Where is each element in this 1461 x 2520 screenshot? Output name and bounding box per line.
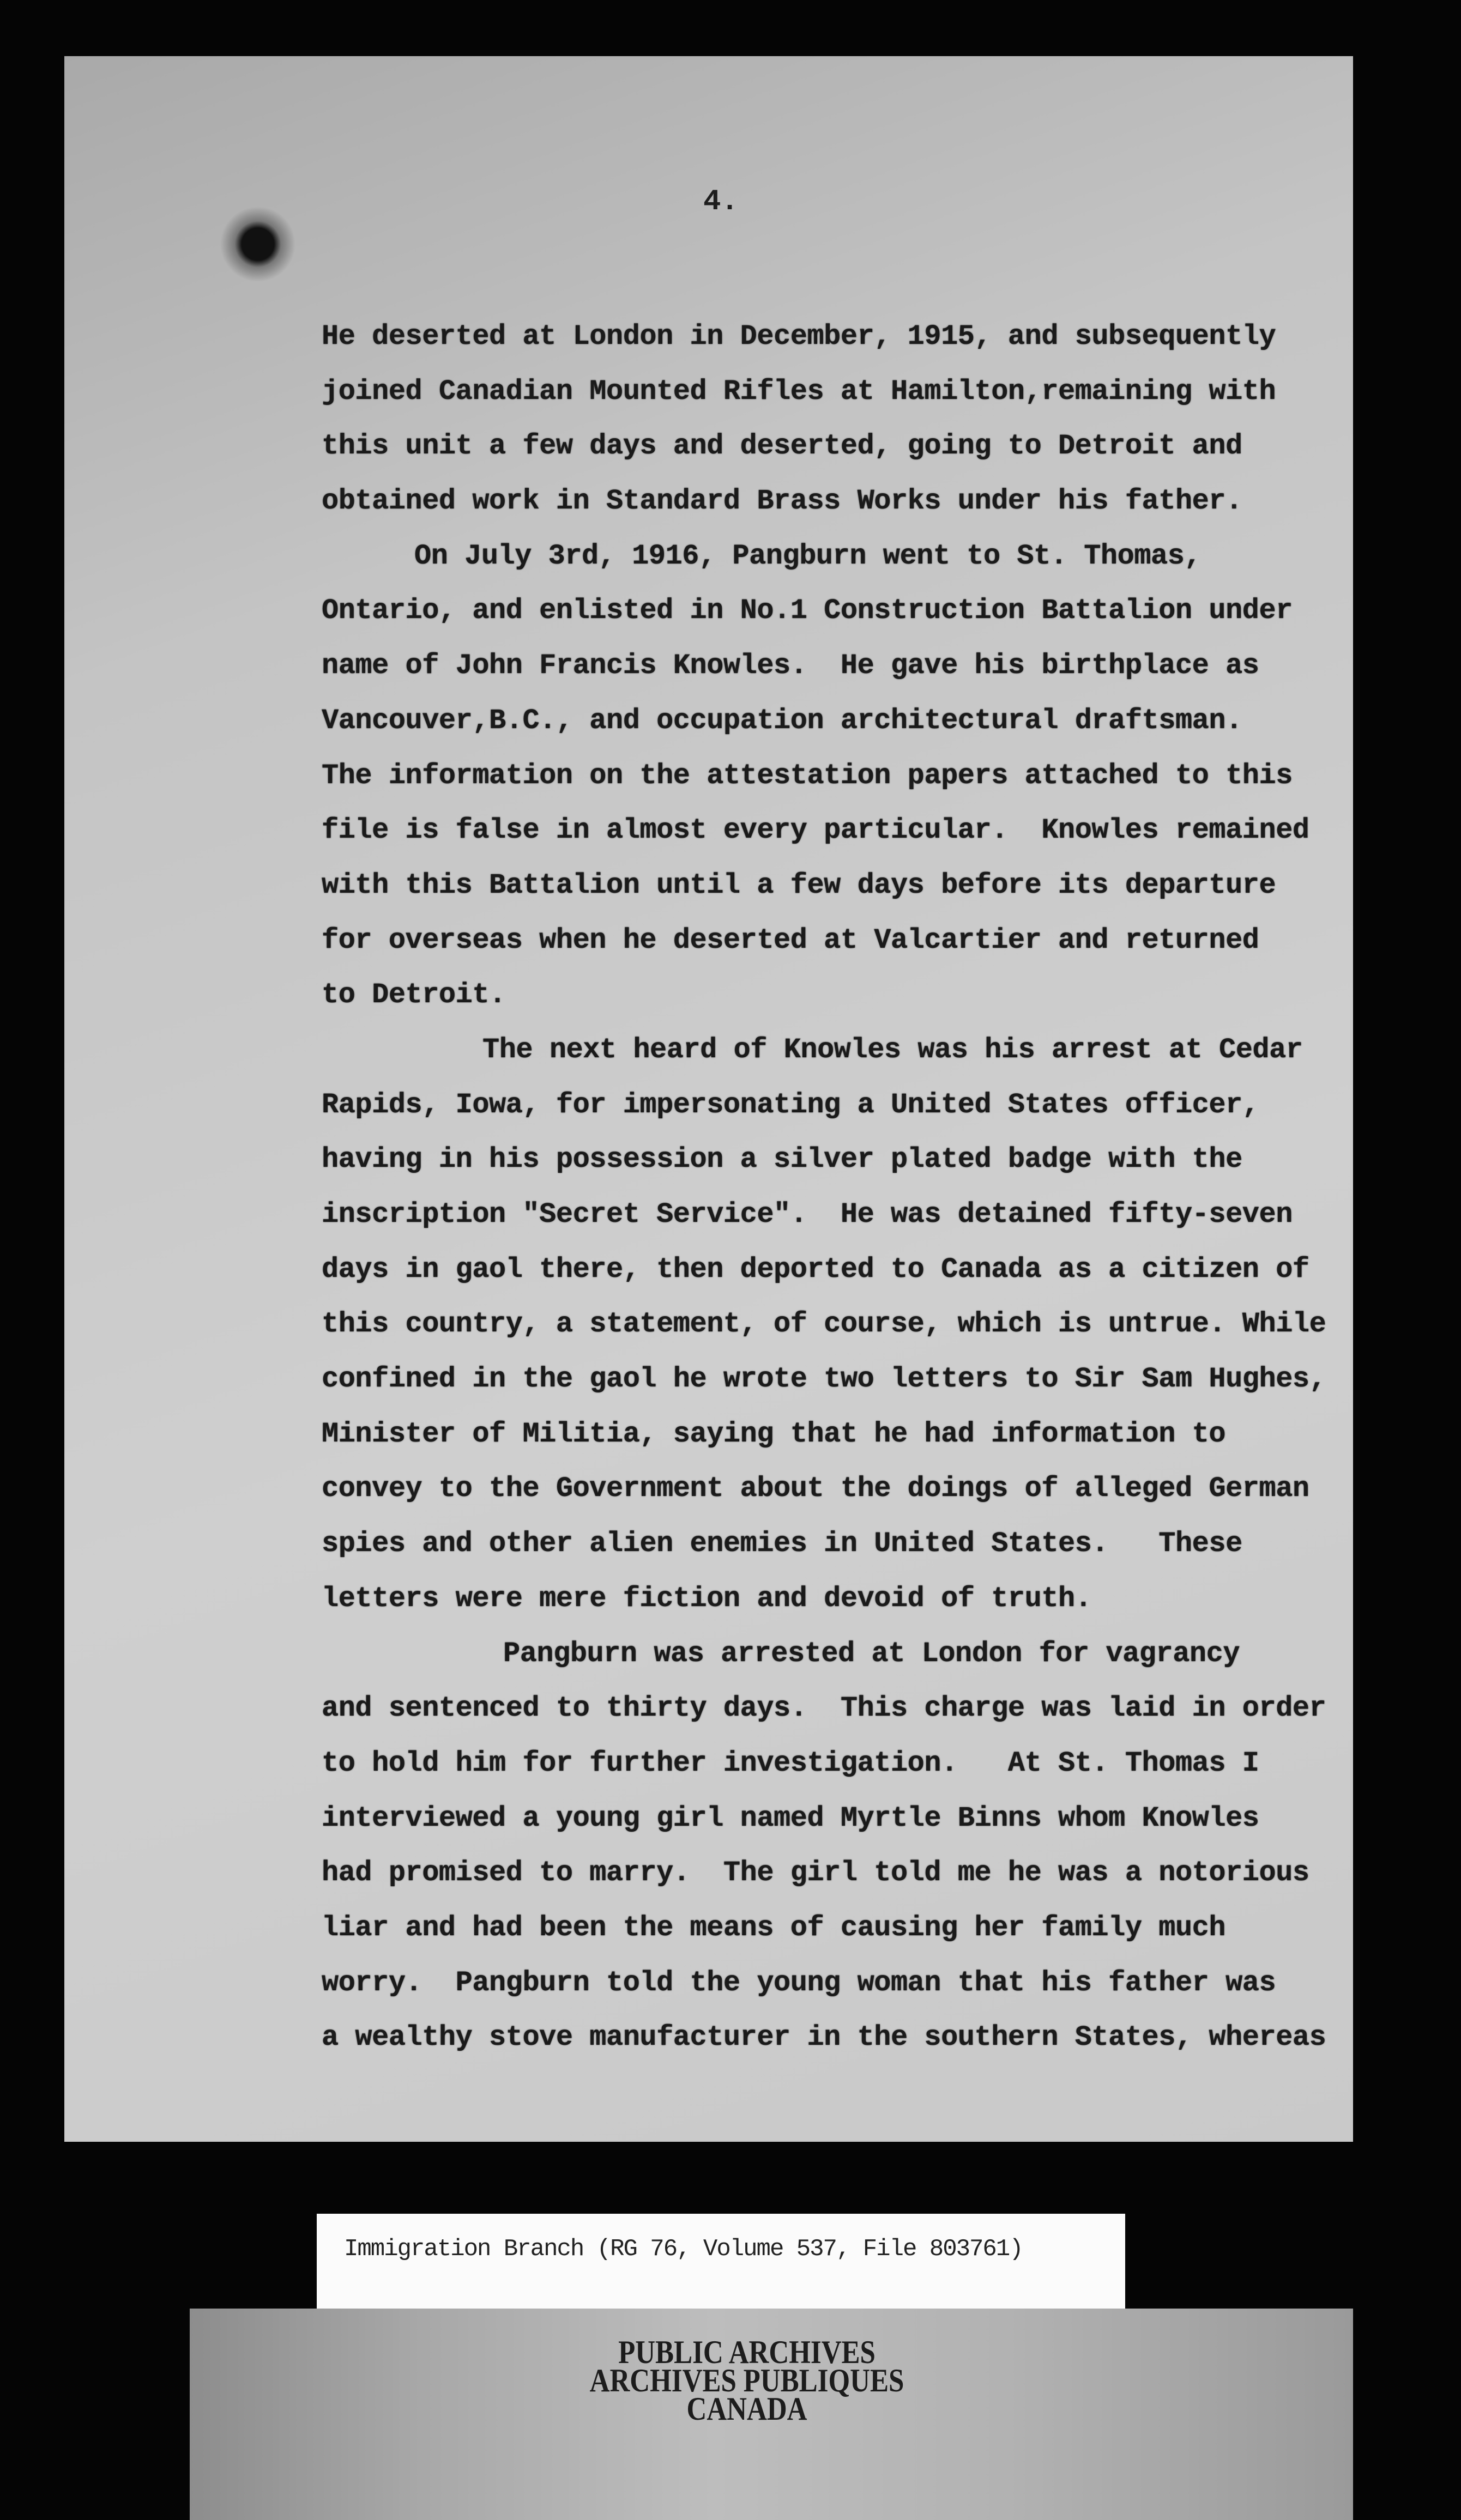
- text-line: file is false in almost every particular. Knowles remained: [322, 814, 1309, 847]
- text-line: confined in the gaol he wrote two letters to Sir Sam Hughes,: [322, 1363, 1326, 1396]
- text-line: letters were mere fiction and devoid of truth.: [322, 1582, 1092, 1615]
- text-line: convey to the Government about the doings of alleged German: [322, 1473, 1309, 1505]
- stamp-line: CANADA: [686, 2391, 807, 2427]
- text-line: to Detroit.: [322, 979, 506, 1011]
- text-line: Pangburn was arrested at London for vagrancy: [503, 1637, 1240, 1670]
- archive-label: [317, 2214, 1125, 2309]
- text-line: worry. Pangburn told the young woman that his father was: [322, 1966, 1276, 1999]
- text-line: a wealthy stove manufacturer in the southern States, whereas: [322, 2021, 1326, 2054]
- text-line: Rapids, Iowa, for impersonating a United States officer,: [322, 1088, 1259, 1121]
- text-line: and sentenced to thirty days. This charge was laid in order: [322, 1692, 1326, 1725]
- page-number: 4.: [703, 185, 739, 219]
- archive-label-text: Immigration Branch (RG 76, Volume 537, File 803761): [344, 2236, 1023, 2263]
- text-line: this country, a statement, of course, which is untrue. While: [322, 1308, 1326, 1341]
- text-line: inscription "Secret Service". He was detained fifty-seven: [322, 1198, 1293, 1231]
- text-line: The information on the attestation papers attached to this: [322, 759, 1293, 792]
- text-line: having in his possession a silver plated badge with the: [322, 1143, 1242, 1176]
- text-line: Minister of Militia, saying that he had information to: [322, 1418, 1226, 1450]
- text-line: had promised to marry. The girl told me he was a notorious: [322, 1857, 1309, 1889]
- punch-hole: [217, 203, 299, 285]
- stamp-line: PUBLIC ARCHIVES: [618, 2334, 876, 2370]
- archive-stamp: [529, 2334, 965, 2427]
- text-line: interviewed a young girl named Myrtle Binns whom Knowles: [322, 1802, 1259, 1834]
- text-line: Ontario, and enlisted in No.1 Construction Battalion under: [322, 595, 1293, 627]
- text-line: spies and other alien enemies in United States. These: [322, 1528, 1242, 1560]
- text-line: for overseas when he deserted at Valcartier and returned: [322, 924, 1259, 956]
- text-line: with this Battalion until a few days before its departure: [322, 869, 1276, 901]
- text-line: Vancouver,B.C., and occupation architectural draftsman.: [322, 704, 1242, 737]
- document-body: [322, 310, 1326, 2065]
- text-line: this unit a few days and deserted, going to Detroit and: [322, 430, 1242, 463]
- text-line: to hold him for further investigation. At St. Thomas I: [322, 1747, 1259, 1779]
- text-line: He deserted at London in December, 1915, and subsequently: [322, 320, 1276, 353]
- text-line: name of John Francis Knowles. He gave his birthplace as: [322, 650, 1259, 682]
- text-line: The next heard of Knowles was his arrest at Cedar: [482, 1033, 1303, 1066]
- stamp-line: ARCHIVES PUBLIQUES: [589, 2362, 904, 2398]
- text-line: On July 3rd, 1916, Pangburn went to St. Thomas,: [414, 540, 1202, 572]
- text-line: days in gaol there, then deported to Canada as a citizen of: [322, 1253, 1309, 1286]
- text-line: obtained work in Standard Brass Works under his father.: [322, 485, 1242, 518]
- text-line: liar and had been the means of causing her family much: [322, 1911, 1226, 1944]
- text-line: joined Canadian Mounted Rifles at Hamilton,remaining with: [322, 375, 1276, 408]
